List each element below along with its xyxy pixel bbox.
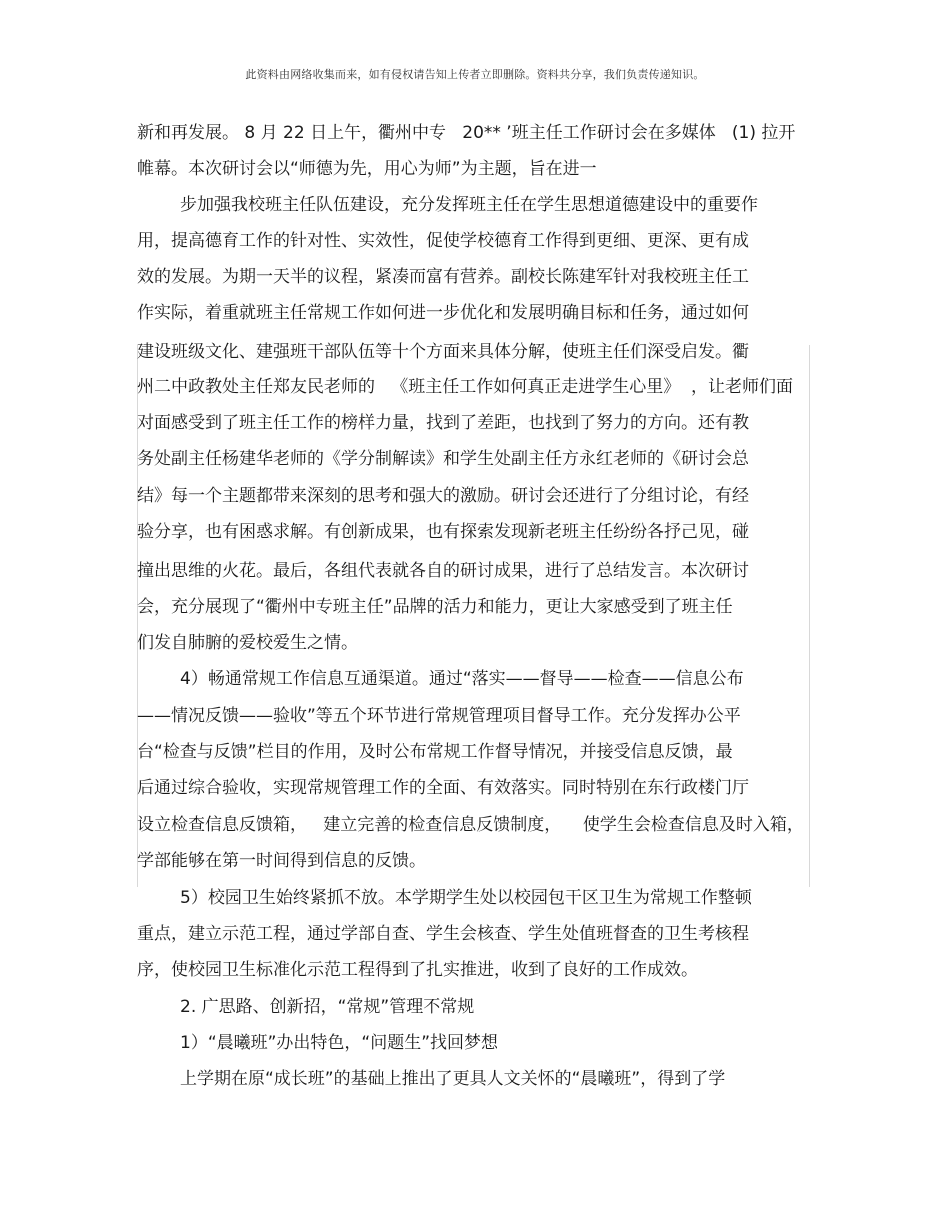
- text-line: 步加强我校班主任队伍建设，充分发挥班主任在学生思想道德建设中的重要作: [180, 195, 758, 215]
- text-line: 们发自肺腑的爱校爱生之情。: [137, 633, 358, 653]
- text-line: 对面感受到了班主任工作的榜样力量，找到了差距，也找到了努力的方向。还有教: [137, 413, 749, 433]
- text-line: 设立检查信息反馈箱， 建立完善的检查信息反馈制度， 使学生会检查信息及时入箱，: [137, 815, 804, 835]
- text-line: 5）校园卫生始终紧抓不放。本学期学生处以校园包干区卫生为常规工作整顿: [180, 888, 752, 908]
- text-line: 新和再发展。 8 月 22 日上午，衢州中专 20** ’班主任工作研讨会在多媒体 (1) 拉开: [137, 123, 796, 143]
- subsection-heading: 1）“晨曦班”办出特色，“问题生”找回梦想: [180, 1033, 499, 1053]
- text-line: 学部能够在第一时间得到信息的反馈。: [137, 851, 426, 871]
- text-line: 州二中政教处主任郑友民老师的 《班主任工作如何真正走进学生心里》 ，让老师们面: [137, 377, 794, 397]
- section-heading: 2. 广思路、创新招，“常规”管理不常规: [180, 997, 475, 1017]
- text-line: 重点，建立示范工程，通过学部自查、学生会核查、学生处值班督查的卫生考核程: [137, 924, 749, 944]
- text-line: 序，使校园卫生标准化示范工程得到了扎实推进，收到了良好的工作成效。: [137, 960, 698, 980]
- text-line: 4）畅通常规工作信息互通渠道。通过“落实——督导——检查——信息公布: [180, 669, 744, 689]
- text-line: 建设班级文化、建强班干部队伍等十个方面来具体分解，使班主任们深受启发。衢: [137, 342, 749, 362]
- text-line: 效的发展。为期一天半的议程，紧凑而富有营养。副校长陈建军针对我校班主任工: [137, 267, 749, 287]
- text-line: 台“检查与反馈”栏目的作用，及时公布常规工作督导情况，并接受信息反馈，最: [137, 742, 733, 762]
- text-line: 作实际，着重就班主任常规工作如何进一步优化和发展明确目标和任务，通过如何: [137, 303, 749, 323]
- text-line: 验分享，也有困惑求解。有创新成果，也有探索发现新老班主任纷纷各抒己见，碰: [137, 522, 749, 542]
- text-line: 撞出思维的火花。最后，各组代表就各自的研讨成果，进行了总结发言。本次研讨: [137, 561, 749, 581]
- text-line: 用，提高德育工作的针对性、实效性，促使学校德育工作得到更细、更深、更有成: [137, 231, 749, 251]
- text-line: 结》每一个主题都带来深刻的思考和强大的激励。研讨会还进行了分组讨论，有经: [137, 486, 749, 506]
- text-line: 上学期在原“成长班”的基础上推出了更具人文关怀的“晨曦班”，得到了学: [180, 1069, 726, 1089]
- text-line: 后通过综合验收，实现常规管理工作的全面、有效落实。同时特别在东行政楼门厅: [137, 778, 749, 798]
- text-line: ——情况反馈——验收”等五个环节进行常规管理项目督导工作。充分发挥办公平: [137, 706, 741, 726]
- copyright-notice: 此资料由网络收集而来，如有侵权请告知上传者立即删除。资料共分享，我们负责传递知识。: [245, 68, 705, 81]
- text-line: 会，充分展现了“衢州中专班主任”品牌的活力和能力，更让大家感受到了班主任: [137, 597, 733, 617]
- text-line: 务处副主任杨建华老师的《学分制解读》和学生处副主任方永红老师的《研讨会总: [137, 449, 749, 469]
- text-line: 帷幕。本次研讨会以“师德为先，用心为师”为主题，旨在进一: [137, 159, 597, 179]
